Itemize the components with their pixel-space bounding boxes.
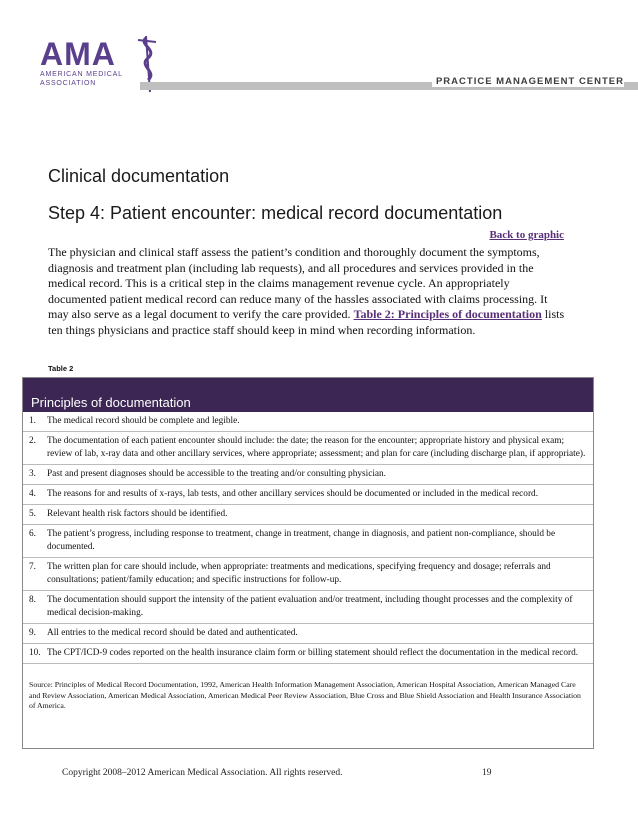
- table-2-link[interactable]: Table 2: Principles of documentation: [353, 307, 542, 322]
- principle-item: [23, 505, 593, 525]
- principle-number: 3.: [29, 469, 36, 479]
- principle-item: [23, 644, 593, 664]
- principle-number: 7.: [29, 562, 36, 572]
- principle-item: [23, 525, 593, 558]
- principle-text: The CPT/ICD-9 codes reported on the health insurance claim form or billing statement should reflect the documentation in the medical record.: [47, 648, 579, 658]
- logo-text: AMA: [40, 36, 116, 72]
- principle-item: [23, 412, 593, 432]
- principle-number: 2.: [29, 436, 36, 446]
- table-label: Table 2: [48, 364, 74, 373]
- principle-item: [23, 624, 593, 644]
- principle-item: [23, 591, 593, 624]
- copyright: Copyright 2008–2012 American Medical Association. All rights reserved.: [62, 768, 343, 778]
- principle-number: 4.: [29, 489, 36, 499]
- page-title: Clinical documentation: [48, 166, 230, 186]
- principle-text: The documentation should support the intensity of the patient evaluation and/or treatment, including thought processes and the complexity of medical decision-making.: [47, 595, 573, 618]
- principles-list: [23, 412, 593, 664]
- principle-text: The medical record should be complete and legible.: [47, 416, 240, 426]
- principle-text: Past and present diagnoses should be accessible to the treating and/or consulting physician.: [47, 469, 387, 479]
- principle-text: The documentation of each patient encounter should include: the date; the reason for the encounter; appropriate history and physical exam; review of lab, x-ray data and other ancillary services, where appropriate; assessment; and plan for care (including discharge plan, if appropriate).: [47, 436, 586, 459]
- principle-number: 10.: [29, 648, 41, 658]
- logo-subtitle: AMERICAN MEDICAL ASSOCIATION: [40, 71, 123, 87]
- table-header: Principles of documentation: [23, 378, 593, 412]
- principle-text: The patient’s progress, including response to treatment, change in treatment, change in diagnosis, and patient non-compliance, should be documented.: [47, 529, 556, 552]
- principle-item: [23, 485, 593, 505]
- page-number: 19: [482, 768, 492, 778]
- back-to-graphic-link[interactable]: Back to graphic: [489, 229, 564, 241]
- principle-text: Relevant health risk factors should be identified.: [47, 509, 228, 519]
- principle-number: 1.: [29, 416, 36, 426]
- principle-number: 9.: [29, 628, 36, 638]
- practice-management-center-label: PRACTICE MANAGEMENT CENTER: [432, 76, 624, 87]
- principle-number: 5.: [29, 509, 36, 519]
- principle-text: The reasons for and results of x-rays, lab tests, and other ancillary services should be documented or included in the medical record.: [47, 489, 539, 499]
- principle-text: All entries to the medical record should be dated and authenticated.: [47, 628, 298, 638]
- principle-item: [23, 558, 593, 591]
- table-source: Source: Principles of Medical Record Documentation, 1992, American Health Information Management Association, American Hospital Association, American Managed Care and Review Association, American Medical Association, American Medical Peer Review Association, Blue Cross and Blue Shield Association and Health Insurance Association of America.: [29, 680, 581, 710]
- principle-number: 8.: [29, 595, 36, 605]
- principle-item: [23, 432, 593, 465]
- principle-item: [23, 465, 593, 485]
- principle-number: 6.: [29, 529, 36, 539]
- intro-paragraph: The physician and clinical staff assess the patient’s condition and thoroughly document the symptoms, diagnosis and treatment plan (including lab requests), and all procedures and services provided in the medical record. This is a critical step in the claims management revenue cycle. An appropriately documented patient medical record can reduce many of the hassles associated with claims processing. It may also serve as a legal document to verify the care provided. Table 2: Principles of documentation lists ten things physicians and practice staff should keep in mind when recording information.: [48, 245, 565, 337]
- principle-text: The written plan for care should include, when appropriate: treatments and medications, specifying frequency and dosage; referrals and consultations; patient/family education; and specific instructions for follow-up.: [47, 562, 551, 585]
- page-subtitle: Step 4: Patient encounter: medical record documentation: [48, 203, 503, 223]
- principles-table: [22, 377, 594, 749]
